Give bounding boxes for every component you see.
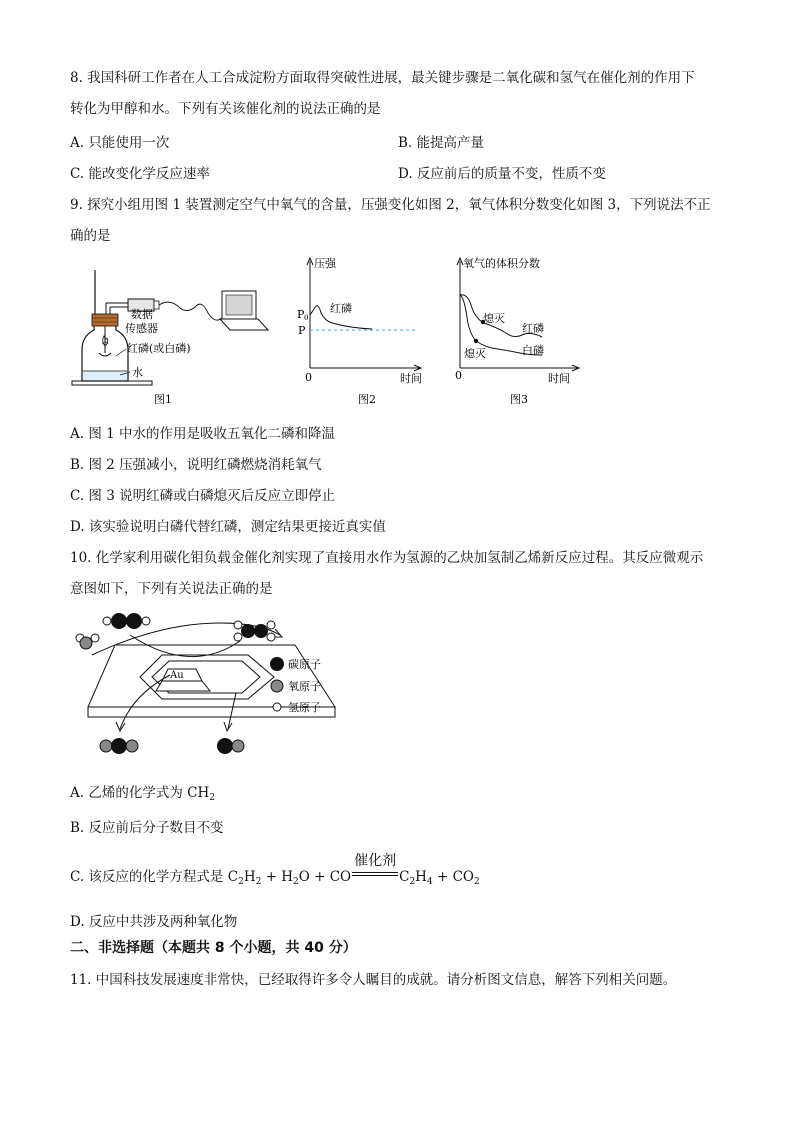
- fig3-white-label: 白磷: [522, 344, 544, 357]
- fig1-caption: 图1: [154, 393, 172, 406]
- q8-option-a: A. 只能使用一次: [70, 135, 170, 151]
- q9-stem-line1: 9. 探究小组用图 1 装置测定空气中氧气的含量，压强变化如图 2，氧气体积分数变化如图 3，下列说法不正: [70, 197, 711, 213]
- reaction-microscopic-diagram: [70, 605, 370, 765]
- fig3-extinguish-white: 熄灭: [464, 347, 486, 360]
- figure1-apparatus: [70, 258, 280, 408]
- q10-option-c: [70, 853, 480, 887]
- q10-option-a: [70, 781, 215, 803]
- q9-option-b: B. 图 2 压强减小，说明红磷燃烧消耗氧气: [70, 457, 322, 473]
- q10-option-b: B. 反应前后分子数目不变: [70, 820, 224, 836]
- fig1-label-sensor-2: 传感器: [125, 322, 158, 335]
- figure3-oxygen-chart: [450, 253, 585, 408]
- q11-stem: 11. 中国科技发展速度非常快，已经取得许多令人瞩目的成就。请分析图文信息，解答下列相关问题。: [70, 972, 677, 988]
- equation-catalyst-label: 催化剂: [354, 853, 397, 869]
- q8-option-b: B. 能提高产量: [398, 135, 485, 151]
- q10-option-a-subscript: 2: [209, 793, 215, 803]
- fig3-xlabel: 时间: [548, 372, 570, 385]
- q9-option-a: A. 图 1 中水的作用是吸收五氧化二磷和降温: [70, 426, 336, 442]
- catalyst-au-label: Au: [170, 670, 184, 681]
- fig3-ylabel: 氧气的体积分数: [463, 257, 540, 270]
- legend-oxygen: 氧原子: [288, 680, 321, 693]
- fig1-label-sensor-1: 数据: [131, 308, 153, 321]
- q10-stem-line1: 10. 化学家利用碳化钼负载金催化剂实现了直接用水作为氢源的乙炔加氢制乙烯新反应过程。其反应微观示: [70, 550, 704, 566]
- fig3-red-label: 红磷: [522, 322, 544, 335]
- q8-stem-line2: 转化为甲醇和水。下列有关该催化剂的说法正确的是: [70, 101, 381, 117]
- fig2-p: P: [298, 324, 306, 337]
- q10-option-d: D. 反应中共涉及两种氧化物: [70, 914, 238, 930]
- q8-option-c: C. 能改变化学反应速率: [70, 166, 210, 182]
- fig2-xlabel: 时间: [400, 372, 422, 385]
- legend-carbon: 碳原子: [288, 658, 321, 671]
- chemical-equation: $C_2H_2 + H_2O$ + CO 催化剂 $C_2H_4 + CO_2$: [228, 869, 480, 885]
- fig2-caption: 图2: [358, 393, 376, 406]
- fig1-label-water: 水: [132, 366, 143, 379]
- figure2-pressure-chart: [290, 253, 430, 408]
- q8-option-d: D. 反应前后的质量不变，性质不变: [398, 166, 606, 182]
- fig2-ylabel: 压强: [314, 257, 336, 270]
- q9-stem-line2: 确的是: [70, 228, 111, 244]
- fig3-extinguish-red: 熄灭: [483, 312, 505, 325]
- fig2-origin: 0: [305, 371, 312, 384]
- legend-hydrogen: 氢原子: [288, 701, 321, 714]
- q9-option-d: D. 该实验说明白磷代替红磷，测定结果更接近真实值: [70, 519, 386, 535]
- q10-option-a-text: A. 乙烯的化学式为 CH: [70, 785, 210, 801]
- fig1-label-phosphorus: 红磷(或白磷): [127, 342, 191, 355]
- fig2-curve-label: 红磷: [330, 302, 352, 315]
- q10-option-c-prefix: C. 该反应的化学方程式是: [70, 869, 228, 885]
- fig2-p0-sub: 0: [304, 314, 309, 322]
- fig3-caption: 图3: [510, 393, 528, 406]
- equation-condition: [351, 853, 399, 885]
- q8-stem-line1: 8. 我国科研工作者在人工合成淀粉方面取得突破性进展，最关键步骤是二氧化碳和氢气在催化剂的作用下: [70, 70, 695, 86]
- q9-option-c: C. 图 3 说明红磷或白磷熄灭后反应立即停止: [70, 488, 336, 504]
- fig2-p0: P: [297, 308, 305, 321]
- section-2-heading: 二、非选择题（本题共 8 个小题，共 40 分）: [70, 940, 357, 956]
- fig3-origin: 0: [455, 369, 462, 382]
- q10-stem-line2: 意图如下，下列有关说法正确的是: [70, 581, 273, 597]
